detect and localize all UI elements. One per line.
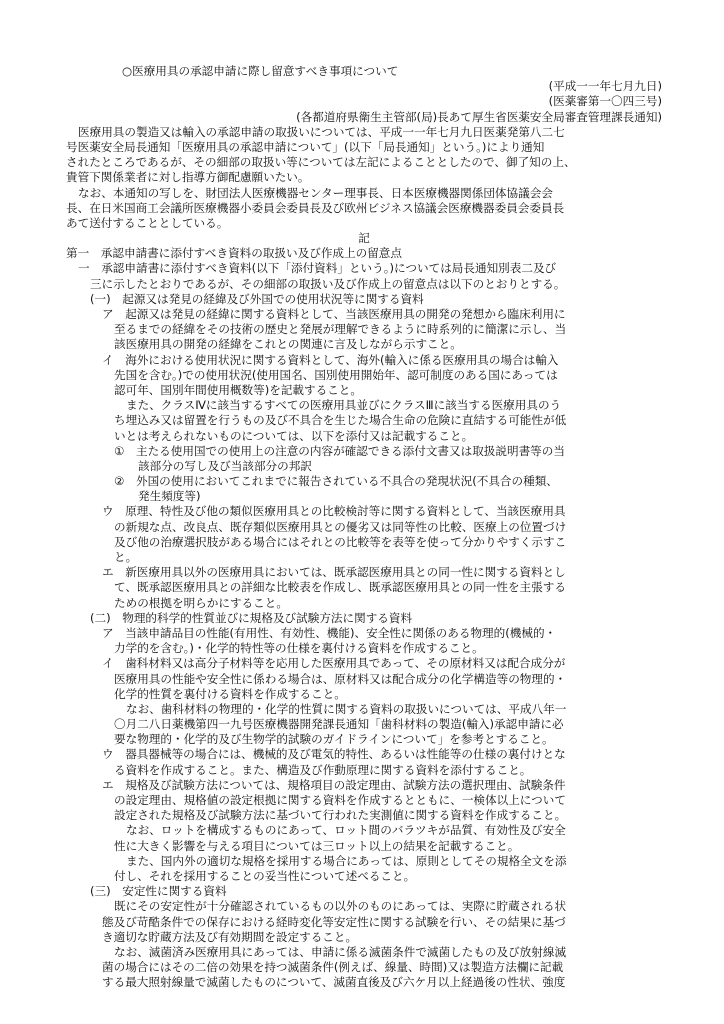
intro-line: 号医薬安全局長通知「医療用具の承認申請について」(以下「局長通知」という。)により通知 bbox=[66, 139, 545, 154]
paragraph-line: なお、滅菌済み医療用具にあっては、申請に係る滅菌条件で滅菌したもの及び放射線滅 bbox=[114, 944, 567, 959]
paragraph-line: ち埋込み又は留置を行うもの及び不具合を生じた場合生命の危険に直結する可能性が低 bbox=[114, 413, 567, 428]
paragraph-line: き適切な貯蔵方法及び有効期間を設定すること。 bbox=[102, 929, 358, 944]
list-item: ② 外国の使用においてこれまでに報告されている不具合の発現状況(不具合の種類、 bbox=[114, 474, 558, 489]
paragraph-line: する最大照射線量で滅菌したものについて、滅菌直後及び六ケ月以上経過後の性状、強度 bbox=[102, 975, 566, 990]
paragraph-line: 菌の場合にはその二倍の効果を持つ滅菌条件(例えば、線量、時間)又は製造方法欄に記載 bbox=[102, 960, 564, 975]
paragraph-line: また、クラスⅣに該当するすべての医療用具並びにクラスⅢに該当する医療用具のう bbox=[126, 398, 562, 413]
paragraph-line: ウ 原理、特性及び他の類似医療用具との比較検討等に関する資料として、当該医療用具 bbox=[102, 504, 566, 519]
paragraph-line: イ 海外における使用状況に関する資料として、海外(輸入に係る医療用具の場合は輸入 bbox=[102, 352, 559, 367]
paragraph-line: 該医療用具の開発の経緯をこれとの関連に言及しながら示すこと。 bbox=[114, 337, 462, 352]
item-line: 三に示したとおりであるが、その細部の取扱い及び作成上の留意点は以下のとおりとする。 bbox=[90, 276, 566, 291]
intro-line: 貴管下関係業者に対し指導方御配慮願いたい。 bbox=[66, 170, 310, 185]
paragraph-line: 設定された規格及び試験方法に基づいて行われた実測値に関する資料を作成すること。 bbox=[114, 808, 567, 823]
notice-number: (医薬審第一〇四三号) bbox=[548, 94, 662, 109]
intro-line: あて送付することとしている。 bbox=[66, 215, 229, 230]
list-item: 発生頻度等) bbox=[138, 489, 201, 504]
issue-date: (平成一一年七月九日) bbox=[548, 79, 662, 94]
section-heading: 第一 承認申請書に添付すべき資料の取扱い及び作成上の留意点 bbox=[66, 246, 402, 261]
subsection-heading: (二) 物理的科学的性質並びに規格及び試験方法に関する資料 bbox=[90, 610, 413, 625]
paragraph-line: エ 新医療用具以外の医療用具においては、既承認医療用具との同一性に関する資料とし bbox=[102, 565, 566, 580]
addressee-line: (各都道府県衛生主管部(局)長あて厚生省医薬安全局審査管理課長通知) bbox=[296, 109, 662, 124]
paragraph-line: イ 歯科材料又は高分子材料等を応用した医療用具であって、その原材料又は配合成分が bbox=[102, 656, 566, 671]
paragraph-line: ための根拠を明らかにすること。 bbox=[114, 595, 288, 610]
subsection-heading: (三) 安定性に関する資料 bbox=[90, 884, 227, 899]
list-item: ① 主たる使用国での使用上の注意の内容が確認できる添付文書又は取扱説明書等の当 bbox=[114, 443, 565, 458]
paragraph-line: 性に大きく影響を与える項目については三ロット以上の結果を記載すること。 bbox=[114, 838, 520, 853]
paragraph-line: 態及び苛酷条件での保存における経時変化等安定性に関する試験を行い、その結果に基づ bbox=[102, 914, 566, 929]
intro-line: 長、在日米国商工会議所医療機器小委員会委員長及び欧州ビジネス協議会医療機器委員会委員長 bbox=[66, 200, 565, 215]
paragraph-line: と。 bbox=[114, 550, 138, 564]
paragraph-line: の設定理由、規格値の設定根拠に関する資料を作成するとともに、一検体以上について bbox=[114, 793, 566, 807]
document-page bbox=[66, 64, 662, 990]
paragraph-line: 要な物理的・化学的及び生物学的試験のガイドラインについて」を参考とすること。 bbox=[114, 732, 554, 747]
item-line: 一 承認申請書に添付すべき資料(以下「添付資料」という。)については局長通知別表二及び bbox=[78, 261, 557, 276]
list-item: 該部分の写し及び当該部分の邦訳 bbox=[138, 458, 312, 473]
paragraph-line: 既にその安定性が十分確認されているもの以外のものにあっては、実際に貯蔵される状 bbox=[114, 899, 567, 914]
paragraph-line: の新規な点、改良点、既存類似医療用具との優劣又は同等性の比較、医療上の位置づけ bbox=[114, 519, 567, 534]
paragraph-line: 至るまでの経緯をその技術の歴史と発展が理解できるように時系列的に簡潔に示し、当 bbox=[114, 322, 567, 337]
paragraph-line: る資料を作成すること。また、構造及び作動原理に関する資料を添付すること。 bbox=[114, 762, 532, 777]
paragraph-line: 化学的性質を裏付ける資料を作成すること。 bbox=[114, 686, 346, 701]
paragraph-line: て、既承認医療用具との詳細な比較表を作成し、既承認医療用具との同一性を主張する bbox=[114, 580, 566, 595]
paragraph-line: 〇月二八日薬機第四一九号医療機器開発課長通知「歯科材料の製造(輸入)承認申請に必 bbox=[114, 717, 564, 732]
intro-line: なお、本通知の写しを、財団法人医療機器センター理事長、日本医療機器関係団体協議会会 bbox=[78, 185, 553, 200]
paragraph-line: ウ 器具器械等の場合には、機械的及び電気的特性、あるいは性能等の仕様の裏付けとな bbox=[102, 747, 566, 762]
subsection-heading: (一) 起源又は発見の経緯及び外国での使用状況等に関する資料 bbox=[90, 291, 424, 306]
ki-heading: 記 bbox=[358, 231, 370, 246]
paragraph-line: エ 規格及び試験方法については、規格項目の設定理由、試験方法の選択理由、試験条件 bbox=[102, 777, 566, 792]
paragraph-line: ア 当該申請品目の性能(有用性、有効性、機能)、安全性に関係のある物理的(機械的・ bbox=[102, 625, 557, 640]
paragraph-line: 認可年、国別年間使用概数等)を記載すること。 bbox=[114, 382, 362, 397]
paragraph-line: 医療用具の性能や安全性に係わる場合は、原材料又は配合成分の化学構造等の物理的・ bbox=[114, 671, 567, 686]
document-title: ○医療用具の承認申請に際し留意すべき事項について bbox=[122, 64, 399, 78]
paragraph-line: なお、歯科材料の物理的・化学的性質に関する資料の取扱いについては、平成八年一 bbox=[126, 701, 567, 716]
paragraph-line: いとは考えられないものについては、以下を添付又は記載すること。 bbox=[114, 428, 474, 443]
paragraph-line: また、国内外の適切な規格を採用する場合にあっては、原則としてその規格全文を添 bbox=[126, 853, 567, 868]
paragraph-line: ア 起源又は発見の経緯に関する資料として、当該医療用具の開発の発想から臨床利用に bbox=[102, 307, 566, 321]
paragraph-line: 先国を含む。)での使用状況(使用国名、国別使用開始年、認可制度のある国にあっては bbox=[114, 367, 558, 382]
paragraph-line: 付し、それを採用することの妥当性について述べること。 bbox=[114, 868, 416, 883]
paragraph-line: 力学的を含む。)・化学的特性等の仕様を裏付ける資料を作成すること。 bbox=[114, 641, 484, 656]
paragraph-line: 及び他の治療選択肢がある場合にはそれとの比較等を表等を使って分かりやすく示すこ bbox=[114, 534, 567, 549]
paragraph-line: なお、ロットを構成するものにあって、ロット間のバラツキが品質、有効性及び安全 bbox=[126, 823, 566, 838]
intro-line: 医療用具の製造又は輸入の承認申請の取扱いについては、平成一一年七月九日医薬発第八二七 bbox=[78, 124, 565, 139]
intro-line: されたところであるが、その細部の取扱い等については左記によることとしたので、御了知の上、 bbox=[66, 155, 576, 170]
